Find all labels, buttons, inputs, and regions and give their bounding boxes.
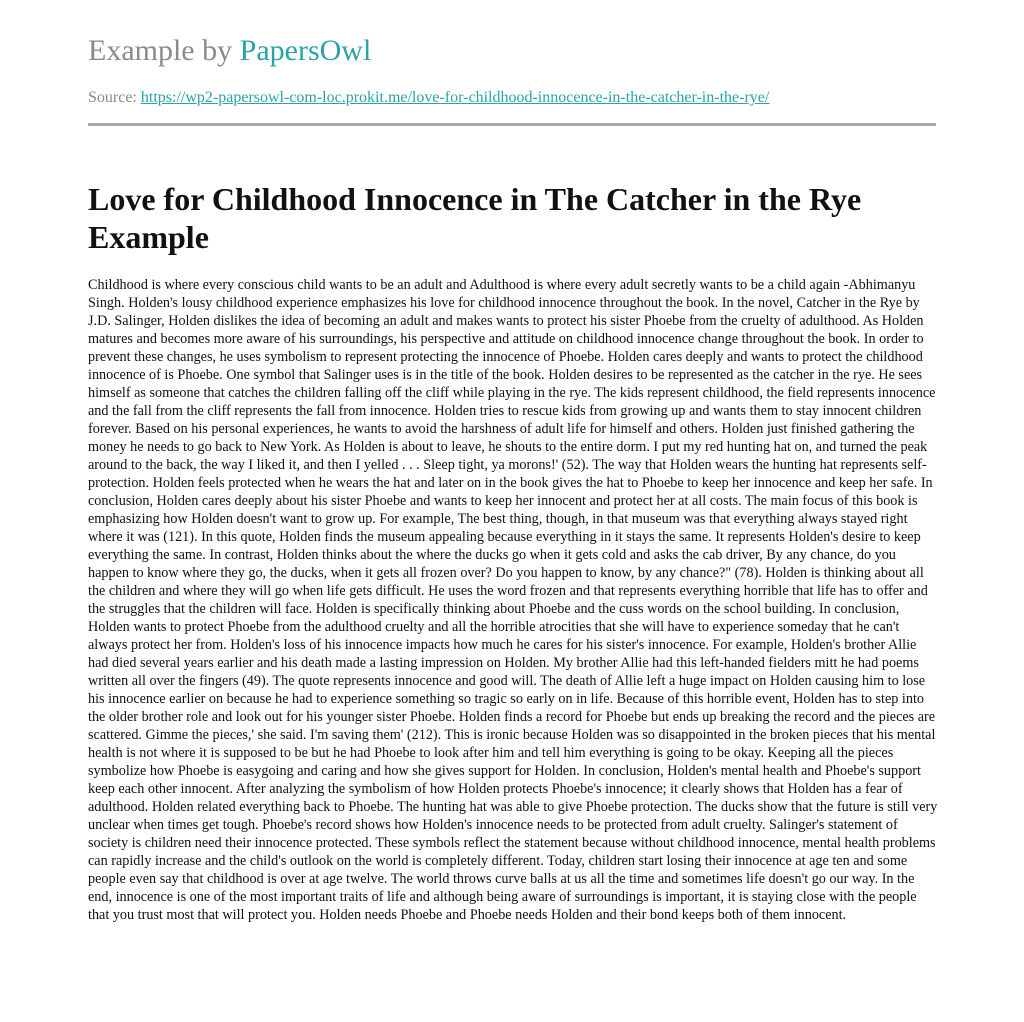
- source-line: [88, 88, 769, 108]
- brand-prefix: Example by: [88, 34, 240, 67]
- header-divider: [88, 123, 936, 126]
- document-body: Childhood is where every conscious child wants to be an adult and Adulthood is where every adult secretly wants to be a child again -Abhimanyu Singh. Holden's lousy childhood experience emphasizes his love for childhood innocence throughout the book. In the novel, Catcher in the Rye by J.D. Salinger, Holden dislikes the idea of becoming an adult and makes wants to protect his sister Phoebe from the cruelty of adulthood. As Holden matures and becomes more aware of his surroundings, his perspective and attitude on childhood innocence change throughout the book. In order to prevent these changes, he uses symbolism to represent protecting the innocence of Phoebe. Holden cares deeply and wants to protect the childhood innocence of is Phoebe. One symbol that Salinger uses is in the title of the book. Holden desires to be represented as the catcher in the rye. He sees himself as someone that catches the children falling off the cliff while playing in the rye. The kids represent childhood, the field represents innocence and the fall from the cliff represents the fall from innocence. Holden tries to rescue kids from growing up and wants them to stay innocent children forever. Based on his personal experiences, he wants to avoid the harshness of adult life for himself and others. Holden just finished gathering the money he needs to go back to New York. As Holden is about to leave, he shouts to the entire dorm. I put my red hunting hat on, and turned the peak around to the back, the way I liked it, and then I yelled . . . Sleep tight, ya morons!' (52). The way that Holden wears the hunting hat represents self-protection. Holden feels protected when he wears the hat and later on in the book gives the hat to Phoebe to keep her innocence and keep her safe. In conclusion, Holden cares deeply about his sister Phoebe and wants to keep her innocent and protect her at all costs. The main focus of this book is emphasizing how Holden doesn't want to grow up. For example, The best thing, though, in that museum was that everything always stayed right where it was (121). In this quote, Holden finds the museum appealing because everything in it stays the same. It represents Holden's desire to keep everything the same. In contrast, Holden thinks about the where the ducks go when it gets cold and asks the cab driver, By any chance, do you happen to know where they go, the ducks, when it gets all frozen over? Do you happen to know, by any chance?" (78). Holden is thinking about all the children and where they will go when life gets difficult. He uses the word frozen and that represents everything horrible that life has to offer and the struggles that the children will face. Holden is specifically thinking about Phoebe and the cuss words on the school building. In conclusion, Holden wants to protect Phoebe from the adulthood cruelty and all the horrible atrocities that she will have to experience someday that he can't always protect her from. Holden's loss of his innocence impacts how much he cares for his sister's innocence. For example, Holden's brother Allie had died several years earlier and his death made a lasting impression on Holden. My brother Allie had this left-handed fielders mitt he had poems written all over the fingers (49). The quote represents innocence and good will. The death of Allie left a huge impact on Holden causing him to lose his innocence earlier on because he had to experience something so tragic so early on in life. Because of this horrible event, Holden has to step into the older brother role and look out for his younger sister Phoebe. Holden finds a record for Phoebe but ends up breaking the record and the pieces are scattered. Gimme the pieces,' she said. I'm saving them' (212). This is ironic because Holden was so disappointed in the broken pieces that his mental health is not where it is supposed to be but he had Phoebe to look after him and tell him everything is going to be okay. Keeping all the pieces symbolize how Phoebe is easygoing and caring and how she gives support for Holden. In conclusion, Holden's mental health and Phoebe's support keep each other innocent. After analyzing the symbolism of how Holden protects Phoebe's innocence; it clearly shows that Holden has a fear of adulthood. Holden related everything back to Phoebe. The hunting hat was able to give Phoebe protection. The ducks show that the future is still very unclear when times get tough. Phoebe's record shows how Holden's innocence needs to be protected from adult cruelty. Salinger's statement of society is children need their innocence protected. These symbols reflect the statement because without childhood innocence, mental health problems can rapidly increase and the child's outlook on the world is completely different. Today, children start losing their innocence at age ten and some people even say that childhood is over at age twelve. The world throws curve balls at us all the time and sometimes life doesn't go our way. In the end, innocence is one of the most important traits of life and although being aware of surroundings is important, it is staying close with the people that you trust most that will protect you. Holden needs Phoebe and Phoebe needs Holden and their bond keeps both of them innocent.: [88, 277, 938, 923]
- document-title: Love for Childhood Innocence in The Catcher in the Rye Example: [88, 181, 862, 255]
- brand-name-link[interactable]: PapersOwl: [239, 34, 372, 67]
- source-link[interactable]: https://wp2-papersowl-com-loc.prokit.me/love-for-childhood-innocence-in-the-catcher-in-the-rye/: [140, 89, 770, 106]
- brand-heading: [88, 32, 371, 70]
- source-label: Source:: [88, 89, 141, 106]
